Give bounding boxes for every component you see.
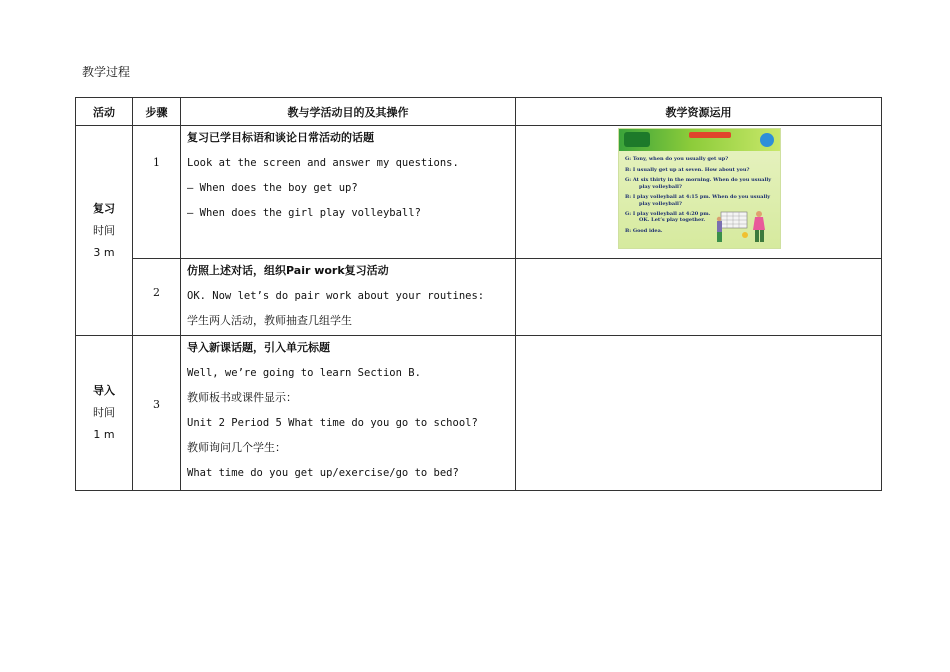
operations-line: 教师板书或课件显示： — [187, 391, 297, 404]
lesson-plan-table — [75, 97, 882, 491]
table-row — [76, 336, 882, 491]
slide-line: play volleyball? — [639, 200, 682, 207]
operations-line: Unit 2 Period 5 What time do you go to school? — [187, 417, 478, 429]
activity-lead-in-cell — [76, 336, 133, 491]
activity-duration: 3 m — [93, 245, 115, 259]
section-title: 教学过程 — [82, 65, 131, 79]
operations-line: Look at the screen and answer my questions. — [187, 157, 459, 169]
slide-line: G: Tony, when do you usually get up? — [625, 156, 729, 162]
step-number: 1 — [133, 126, 181, 259]
slide-line: G: At six thirty in the morning. When do you usually — [625, 177, 772, 184]
header-step: 步骤 — [133, 98, 181, 126]
operations-line: Well, we’re going to learn Section B. — [187, 367, 421, 379]
step-number: 3 — [133, 336, 181, 491]
operations-cell — [181, 126, 516, 259]
operations-heading: 导入新课话题，引入单元标题 — [187, 341, 330, 354]
operations-line: — When does the boy get up? — [187, 182, 358, 194]
operations-heading: 复习已学目标语和谈论日常活动的话题 — [187, 131, 374, 144]
activity-review-cell — [76, 126, 133, 336]
operations-line: What time do you get up/exercise/go to bed? — [187, 467, 459, 479]
publisher-logo-icon — [624, 132, 650, 147]
header-activity: 活动 — [76, 98, 133, 126]
slide-line: B: Good idea. — [625, 228, 663, 235]
operations-cell — [181, 259, 516, 336]
operations-line: 教师询问几个学生： — [187, 441, 286, 454]
operations-line: OK. Now let’s do pair work about your routines: — [187, 290, 485, 302]
table-row — [76, 126, 882, 259]
operations-cell — [181, 336, 516, 491]
activity-duration: 1 m — [93, 428, 115, 441]
table-header-row — [76, 98, 882, 126]
resources-cell — [516, 126, 882, 259]
swirl-logo-icon — [760, 133, 774, 147]
step-number: 2 — [133, 259, 181, 336]
courseware-slide-image — [618, 128, 781, 249]
slide-line: G: I play volleyball at 4:20 pm. — [625, 211, 711, 218]
slide-line: play volleyball? — [639, 183, 682, 190]
resources-cell — [516, 336, 882, 491]
activity-time-label: 时间 — [93, 406, 115, 419]
activity-name: 导入 — [93, 384, 115, 397]
slide-tag-icon — [689, 132, 731, 138]
slide-line: B: I play volleyball at 4:15 pm. When do you usually — [625, 194, 771, 201]
header-resources: 教学资源运用 — [516, 98, 882, 126]
operations-heading: 仿照上述对话，组织Pair work复习活动 — [187, 264, 389, 277]
resources-cell — [516, 259, 882, 336]
header-operations: 教与学活动目的及其操作 — [181, 98, 516, 126]
activity-time-label: 时间 — [93, 223, 115, 237]
operations-line: — When does the girl play volleyball? — [187, 207, 421, 219]
slide-line: B: I usually get up at seven. How about you? — [625, 166, 750, 173]
operations-line: 学生两人活动，教师抽查几组学生 — [187, 314, 352, 327]
slide-line: OK. Let’s play together. — [639, 217, 706, 224]
volleyball-players-icon — [715, 208, 771, 244]
table-row — [76, 259, 882, 336]
activity-name: 复习 — [93, 201, 115, 215]
